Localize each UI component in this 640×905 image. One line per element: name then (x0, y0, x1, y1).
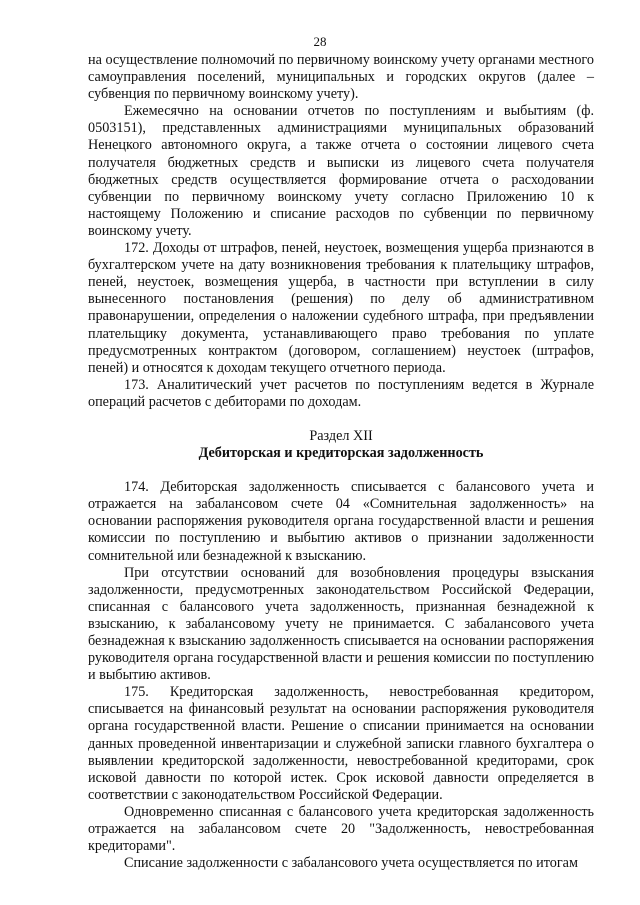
spacer (88, 462, 594, 479)
paragraph: 172. Доходы от штрафов, пеней, неустоек, возмещения ущерба признаются в бухгалтерском учете на дату возникновения требования к плательщику штрафов, пеней, неустоек, возмещения ущерба, в частности при вступлении в силу вынесенного постановления (решения) по делу об административном правонарушении, определения о наложении судебного штрафа, при предъявлении плательщику документа, устанавливающего право требования по уплате предусмотренных контрактом (договором, соглашением) неустоек (штрафов, пеней) и относятся к доходам текущего отчетного периода. (88, 240, 594, 376)
paragraph: Одновременно списанная с балансового учета кредиторская задолженность отражается на забалансовом счете 20 "Задолженность, невостребованная кредиторами". (88, 803, 594, 855)
section-label: Раздел XII (309, 427, 373, 444)
paragraph: на осуществление полномочий по первичному воинскому учету органами местного самоуправления поселений, муниципальных и городских округов (далее – субвенция по первичному воинскому учету). (88, 52, 594, 103)
paragraph: 173. Аналитический учет расчетов по поступлениям ведется в Журнале операций расчетов с дебиторами по доходам. (88, 376, 594, 410)
paragraph: Ежемесячно на основании отчетов по поступлениям и выбытиям (ф. 0503151), представленных администрациями муниципальных образований Ненецкого автономного округа, а также отчета о состоянии лицевого счета получателя бюджетных средств и выписки из лицевого счета получателя бюджетных средств осуществляется формирование отчета о расходовании субвенции по первичному воинскому учету согласно Приложению 10 к настоящему Положению и списание расходов по субвенции по первичному воинскому учету. (88, 103, 594, 239)
spacer (88, 411, 594, 428)
page-body (88, 52, 594, 872)
paragraph: 174. Дебиторская задолженность списывается с балансового учета и отражается на забалансовом счете 04 «Сомнительная задолженность» на основании распоряжения руководителя органа государственной власти и решения комиссии по поступлению и выбытию активов о признании задолженности сомнительной или безнадежной к взысканию. (88, 479, 594, 564)
paragraph: При отсутствии оснований для возобновления процедуры взыскания задолженности, предусмотренных законодательством Российской Федерации, списанная с балансового учета задолженность, признанная безнадежной к взысканию, к забалансовому учету не принимается. С забалансового учета безнадежная к взысканию задолженность списывается на основании распоряжения руководителя органа государственной власти и решения комиссии по поступлению и выбытию активов. (88, 564, 594, 684)
page-number: 28 (313, 34, 327, 49)
paragraph: Списание задолженности с забалансового учета осуществляется по итогам (124, 855, 578, 872)
paragraph: 175. Кредиторская задолженность, невостребованная кредитором, списывается на финансовый результат на основании распоряжения руководителя органа государственной власти. Решение о списании принимается на основании данных проведенной инвентаризации и служебной записки главного бухгалтера о выявлении кредиторской задолженности, невостребованной кредиторами, срок исковой давности по которой истек. Срок исковой давности определяется в соответствии с законодательством Российской Федерации. (88, 684, 594, 803)
section-title: Дебиторская и кредиторская задолженность (198, 445, 484, 462)
